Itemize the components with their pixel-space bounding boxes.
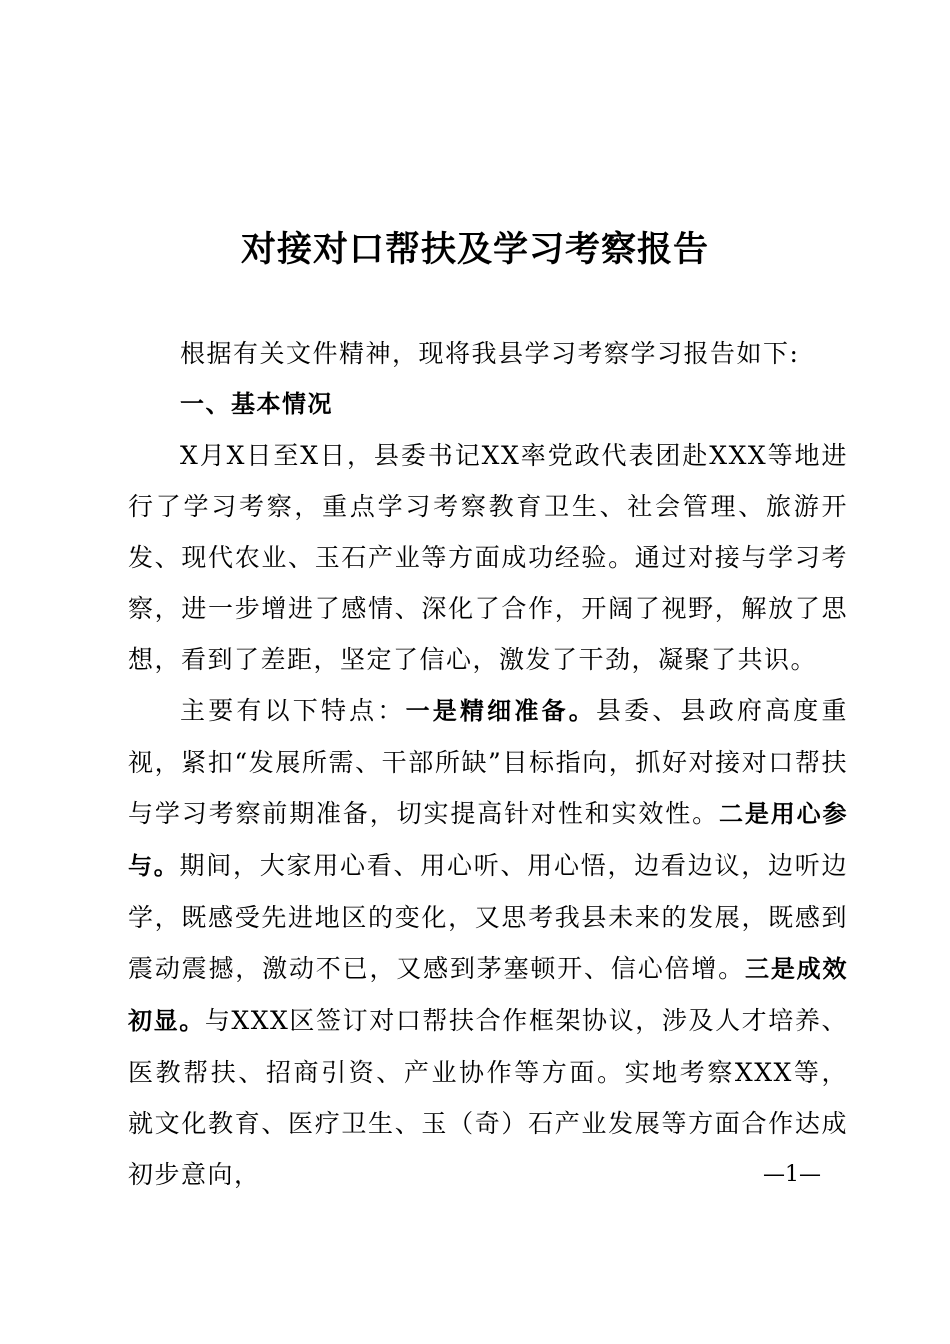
features-paragraph [128, 685, 848, 1200]
page-number: —1— [763, 1162, 821, 1187]
point2-title: 二是用心参与。 [128, 800, 848, 880]
point3-text: 与XXX区签订对口帮扶合作框架协议，涉及人才培养、医教帮扶、招商引资、产业协作等方面。实地考察XXX等，就文化教育、医疗卫生、玉（奇）石产业发展等方面合作达成初步意向， [128, 1006, 848, 1189]
intro-paragraph: 根据有关文件精神，现将我县学习考察学习报告如下: [180, 339, 800, 368]
section-heading-basic-situation: 一、基本情况 [180, 390, 333, 418]
point1-title: 一是精细准备。 [405, 697, 596, 725]
point3-title: 三是成效初显。 [128, 955, 848, 1035]
point2-text: 期间，大家用心看、用心听、用心悟，边看边议，边听边学，既感受先进地区的变化，又思考我县未来的发展，既感到震动震撼，激动不已，又感到茅塞顿开、信心倍增。 [128, 851, 848, 983]
document-body [128, 328, 848, 1200]
basic-situation-paragraph: X月X日至X日，县委书记XX率党政代表团赴XXX等地进行了学习考察，重点学习考察教育卫生、社会管理、旅游开发、现代农业、玉石产业等方面成功经验。通过对接与学习考察，进一步增进了感情、深化了合作，开阔了视野，解放了思想，看到了差距，坚定了信心，激发了干劲，凝聚了共识。 [128, 441, 848, 674]
point1-text: 县委、县政府高度重视，紧扣“发展所需、干部所缺”目标指向，抓好对接对口帮扶与学习考察前期准备，切实提高针对性和实效性。 [128, 696, 848, 828]
features-lead: 主要有以下特点： [180, 696, 406, 725]
document-title: 对接对口帮扶及学习考察报告 [240, 230, 709, 270]
